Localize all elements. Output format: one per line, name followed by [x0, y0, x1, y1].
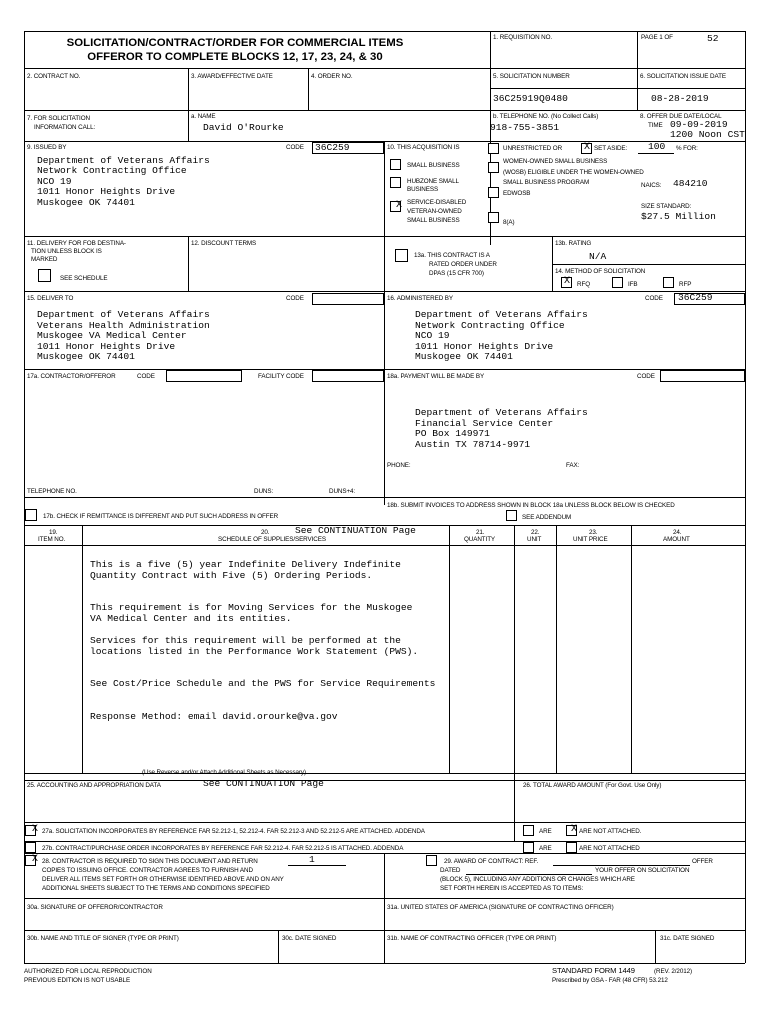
col22-header: UNIT [527, 536, 542, 543]
block29-line3: (BLOCK 5), INCLUDING ANY ADDITIONS OR CHANGES WHICH ARE [440, 876, 635, 883]
col23-num: 23. [589, 529, 598, 536]
naics-label: NAICS: [641, 182, 662, 189]
contractor-code-label: CODE [137, 373, 155, 380]
sdvosb-label-3: SMALL BUSINESS [407, 217, 460, 224]
rated-label-3: DPAS (15 CFR 700) [429, 270, 484, 277]
see-schedule-checkbox[interactable] [38, 269, 51, 282]
footer-revision: (REV. 2/2012) [654, 968, 693, 975]
deliver-to-code-label: CODE [286, 295, 304, 302]
total-award-label: 26. TOTAL AWARD AMOUNT (For Govt. Use Only) [523, 782, 662, 789]
col21-num: 21. [476, 529, 485, 536]
solicitation-number: 36C25919Q0480 [493, 93, 568, 104]
col23-header: UNIT PRICE [573, 536, 608, 543]
payment-phone-label: PHONE: [387, 462, 411, 469]
offer-due-date: 09-09-2019 [670, 119, 728, 130]
schedule-see-continuation: See CONTINUATION Page [295, 525, 416, 536]
footer-prescribed: Prescribed by GSA - FAR (48 CFR) 53.212 [552, 977, 668, 984]
block29-line1: 29. AWARD OF CONTRACT: REF. [444, 858, 539, 865]
edwosb-label: EDWOSB [503, 190, 531, 197]
small-business-label: SMALL BUSINESS [407, 162, 460, 169]
issued-by-code-label: CODE [286, 144, 304, 151]
sdvosb-label-2: VETERAN-OWNED [407, 208, 462, 215]
footer-authorized: AUTHORIZED FOR LOCAL REPRODUCTION [24, 968, 152, 975]
requisition-label: 1. REQUISITION NO. [493, 34, 553, 41]
method-label: 14. METHOD OF SOLICITATION [555, 268, 646, 275]
block28-line3: DELIVER ALL ITEMS SET FORTH OR OTHERWISE IDENTIFIED ABOVE AND ON ANY [42, 876, 284, 883]
offer-due-label-2: TIME [648, 122, 663, 129]
block27b-label: 27b. CONTRACT/PURCHASE ORDER INCORPORATES BY REFERENCE FAR 52.212-4. FAR 52.212-5 IS ATTACHED. ADDENDA [42, 845, 404, 852]
award-date-label: 3. AWARD/EFFECTIVE DATE [191, 73, 273, 80]
set-aside-mark: X [584, 142, 591, 153]
see-addendum-checkbox[interactable] [506, 510, 517, 521]
issued-by-label: 9. ISSUED BY [27, 144, 67, 151]
unrestricted-checkbox[interactable] [488, 143, 499, 154]
col21-header: QUANTITY [464, 536, 496, 543]
block27a-are-not: ARE NOT ATTACHED. [579, 828, 642, 835]
edwosb-checkbox[interactable] [488, 187, 499, 198]
size-standard-label: SIZE STANDARD: [641, 203, 692, 210]
contracting-officer-name-label: 31b. NAME OF CONTRACTING OFFICER (TYPE OR PRINT) [387, 935, 557, 942]
reverse-note: (Use Reverse and/or Attach Additional Sheets as Necessary) [142, 769, 306, 776]
block29-offer: OFFER [692, 858, 713, 865]
size-standard: $27.5 Million [641, 211, 716, 222]
offer-due-time: 1200 Noon CST [670, 129, 745, 140]
eight-a-label: 8(A) [503, 219, 515, 226]
info-call-label-1: 7. FOR SOLICITATION [27, 115, 90, 122]
payment-label: 18a. PAYMENT WILL BE MADE BY [387, 373, 485, 380]
page-label: PAGE 1 OF [641, 34, 673, 41]
rfq-label: RFQ [577, 281, 590, 288]
contract-no-label: 2. CONTRACT NO. [27, 73, 81, 80]
col19-header: ITEM NO. [38, 536, 66, 543]
rating-value: N/A [589, 251, 607, 262]
date-signed-30c-label: 30c. DATE SIGNED [282, 935, 337, 942]
order-no-label: 4. ORDER NO. [311, 73, 353, 80]
sdvosb-label-1: SERVICE-DISABLED [407, 199, 467, 206]
payment-code-label: CODE [637, 373, 655, 380]
hubzone-label-2: BUSINESS [407, 186, 439, 193]
wosb-checkbox[interactable] [488, 162, 499, 173]
payment-fax-label: FAX: [566, 462, 580, 469]
block27b-checkbox[interactable] [25, 842, 36, 853]
form-title: SOLICITATION/CONTRACT/ORDER FOR COMMERCIAL ITEMS [66, 37, 404, 49]
phone-label: b. TELEPHONE NO. (No Collect Calls) [493, 113, 599, 120]
block28-copies: 1 [309, 854, 315, 865]
signature-contracting-officer-label: 31a. UNITED STATES OF AMERICA (SIGNATURE OF CONTRACTING OFFICER) [387, 904, 614, 911]
sdvosb-mark: X [396, 200, 403, 211]
rated-order-checkbox[interactable] [395, 249, 408, 262]
block27b-are-not-checkbox[interactable] [566, 842, 577, 853]
contractor-code-box[interactable] [166, 370, 242, 382]
block29-dated: DATED [440, 867, 461, 874]
issue-date: 08-28-2019 [651, 93, 709, 104]
fob-label-1: 11. DELIVERY FOR FOB DESTINA- [27, 240, 126, 247]
rfq-mark: X [564, 276, 571, 287]
block28-line1: 28. CONTRACTOR IS REQUIRED TO SIGN THIS DOCUMENT AND RETURN [42, 858, 258, 865]
contact-name: David O'Rourke [203, 122, 284, 133]
col24-header: AMOUNT [663, 536, 690, 543]
block29-your-offer: YOUR OFFER ON SOLICITATION [595, 867, 690, 874]
rfp-checkbox[interactable] [663, 277, 674, 288]
facility-code-label: FACILITY CODE [258, 373, 304, 380]
discount-terms-label: 12. DISCOUNT TERMS [191, 240, 257, 247]
rated-label-1: 13a. THIS CONTRACT IS A [414, 252, 490, 259]
small-business-checkbox[interactable] [390, 159, 401, 170]
fob-label-3: MARKED [31, 256, 58, 263]
accounting-value: See CONTINUATION Page [203, 778, 324, 789]
col24-num: 24. [673, 529, 682, 536]
administered-by-label: 16. ADMINISTERED BY [387, 295, 453, 302]
contractor-label: 17a. CONTRACTOR/OFFEROR [27, 373, 116, 380]
col20-num: 20. [261, 529, 270, 536]
block27a-are: ARE [539, 828, 552, 835]
block28-mark: X [32, 854, 39, 865]
block27b-are-not: ARE NOT ATTACHED [579, 845, 640, 852]
solicitation-no-label: 5. SOLICITATION NUMBER [493, 73, 570, 80]
set-aside-percent: 100 [648, 141, 666, 152]
wosb-label-1: WOMEN-OWNED SMALL BUSINESS [503, 158, 608, 165]
administered-by-code: 36C259 [678, 292, 713, 303]
percent-for-label: % FOR: [676, 145, 698, 152]
unrestricted-label: UNRESTRICTED OR [503, 145, 563, 152]
see-addendum-label: SEE ADDENDUM [522, 514, 572, 521]
submit-invoices-label: 18b. SUBMIT INVOICES TO ADDRESS SHOWN IN BLOCK 18a UNLESS BLOCK BELOW IS CHECKED [387, 502, 675, 509]
block27a-mark: X [32, 824, 39, 835]
block27a-label: 27a. SOLICITATION INCORPORATES BY REFERENCE FAR 52.212-1, 52.212-4. FAR 52.212-3 AND 52.212-5 ARE ATTACHED. ADDENDA [42, 828, 425, 835]
hubzone-checkbox[interactable] [390, 177, 401, 188]
ifb-checkbox[interactable] [612, 277, 623, 288]
administered-by-code-label: CODE [645, 295, 663, 302]
remittance-checkbox[interactable] [25, 509, 37, 521]
wosb-label-2: (WOSB) ELIGIBLE UNDER THE WOMEN-OWNED [503, 169, 644, 176]
facility-code-box[interactable] [312, 370, 384, 382]
see-schedule-label: SEE SCHEDULE [60, 275, 108, 282]
fob-label-2: TION UNLESS BLOCK IS [31, 248, 102, 255]
offer-due-label-1: 8. OFFER DUE DATE/LOCAL [640, 113, 722, 120]
deliver-to-label: 15. DELIVER TO [27, 295, 74, 302]
footer-previous-edition: PREVIOUS EDITION IS NOT USABLE [24, 977, 131, 984]
hubzone-label-1: HUBZONE SMALL [407, 178, 459, 185]
issued-by-code: 36C259 [315, 142, 350, 153]
name-label: a. NAME [191, 113, 216, 120]
rated-label-2: RATED ORDER UNDER [429, 261, 497, 268]
block28-line2: COPIES TO ISSUING OFFICE. CONTRACTOR AGREES TO FURNISH AND [42, 867, 253, 874]
wosb-label-3: SMALL BUSINESS PROGRAM [503, 179, 590, 186]
block27b-are: ARE [539, 845, 552, 852]
block29-checkbox[interactable] [426, 855, 437, 866]
page-total: 52 [707, 33, 719, 44]
set-aside-label: SET ASIDE: [594, 145, 628, 152]
info-call-label-2: INFORMATION CALL: [34, 124, 96, 131]
duns-label: DUNS: [254, 488, 274, 495]
col22-num: 22. [531, 529, 540, 536]
naics-code: 484210 [673, 178, 708, 189]
block29-line4: SET FORTH HEREIN IS ACCEPTED AS TO ITEMS: [440, 885, 584, 892]
signature-offeror-label: 30a. SIGNATURE OF OFFEROR/CONTRACTOR [27, 904, 163, 911]
col20-header: SCHEDULE OF SUPPLIES/SERVICES [218, 536, 326, 543]
footer-form-number: STANDARD FORM 1449 [552, 966, 635, 975]
rfp-label: RFP [679, 281, 692, 288]
signer-name-label: 30b. NAME AND TITLE OF SIGNER (TYPE OR PRINT) [27, 935, 179, 942]
deliver-to-code-box [312, 293, 384, 305]
telephone-label: TELEPHONE NO. [27, 488, 77, 495]
accounting-label: 25. ACCOUNTING AND APPROPRIATION DATA [27, 782, 161, 789]
form-subtitle: OFFEROR TO COMPLETE BLOCKS 12, 17, 23, 24, & 30 [87, 51, 383, 63]
ifb-label: IFB [628, 281, 638, 288]
acquisition-label: 10. THIS ACQUISITION IS [387, 144, 460, 151]
remittance-label: 17b. CHECK IF REMITTANCE IS DIFFERENT AND PUT SUCH ADDRESS IN OFFER [43, 513, 279, 520]
rating-label: 13b. RATING [555, 240, 592, 247]
date-signed-31c-label: 31c. DATE SIGNED [660, 935, 715, 942]
issue-date-label: 6. SOLICITATION ISSUE DATE [640, 73, 726, 80]
block28-line4: ADDITIONAL SHEETS SUBJECT TO THE TERMS AND CONDITIONS SPECIFIED [42, 885, 270, 892]
col19-num: 19. [49, 529, 58, 536]
block27b-are-checkbox[interactable] [523, 842, 534, 853]
payment-code-box [660, 370, 745, 382]
duns4-label: DUNS+4: [329, 488, 356, 495]
eight-a-checkbox[interactable] [488, 212, 499, 223]
block27a-are-checkbox[interactable] [523, 825, 534, 836]
block27a-are-not-mark: X [571, 824, 578, 835]
contact-phone: 918-755-3851 [490, 122, 560, 133]
